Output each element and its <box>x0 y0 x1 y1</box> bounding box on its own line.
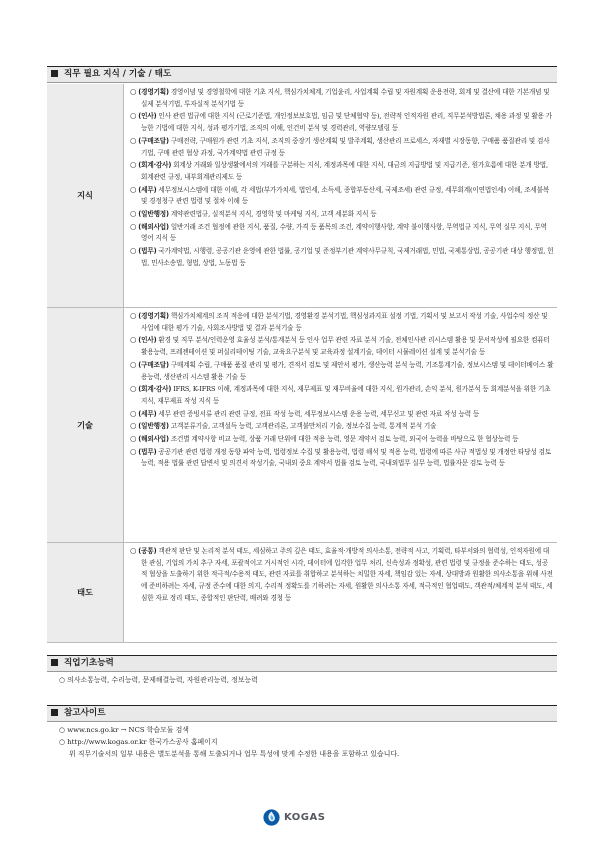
circle-bullet-icon: ○ <box>130 384 137 394</box>
item-category: (경영기획) <box>138 88 169 96</box>
competency-item <box>130 334 554 358</box>
row-label-knowledge: 지식 <box>47 84 124 308</box>
knowledge-content <box>124 84 558 308</box>
item-category: (회계·감사) <box>138 161 172 170</box>
section-header-reference <box>47 705 557 722</box>
item-text: 조건별 계약사항 비교 능력, 상품 거래 단위에 대한 적용 능력, 영문 계약서 검토 능력, 외국어 능력을 바탕으로 한 협상능력 등 <box>170 435 519 444</box>
item-category: (일반행정) <box>138 422 169 431</box>
item-text: 경영이념 및 경영철학에 대한 기초 지식, 핵심가치체계, 기업윤리, 사업계획 수립 및 자원계획 운용전략, 회계 및 결산에 대한 기본개념 및 실제 분석기법, 투자실적 분석기법 등 <box>141 88 550 108</box>
circle-bullet-icon: ○ <box>130 546 137 555</box>
circle-bullet-icon: ○ <box>59 726 66 734</box>
item-text: 고객분류기술, 고객설득 능력, 고객관리론, 고객불만처리 기술, 정보수집 능력, 통계적 분석 기술 <box>170 422 437 431</box>
competency-item <box>130 408 554 421</box>
kogas-emblem-icon <box>263 809 280 826</box>
square-bullet-icon <box>51 70 58 77</box>
item-category: (인사) <box>138 112 157 121</box>
table-row <box>47 84 557 308</box>
item-category: (세무) <box>138 409 157 418</box>
basic-competency-list <box>47 674 557 686</box>
table-row <box>47 543 557 643</box>
section-title: 참고사이트 <box>64 708 106 718</box>
circle-bullet-icon: ○ <box>130 160 137 170</box>
circle-bullet-icon: ○ <box>130 359 137 369</box>
reference-list <box>47 724 557 760</box>
circle-bullet-icon: ○ <box>59 676 66 684</box>
reference-link-ncs[interactable]: www.ncs.go.kr → NCS 학습모듈 검색 <box>67 726 189 734</box>
item-category: (법무) <box>138 247 157 256</box>
competency-item <box>130 420 554 433</box>
circle-bullet-icon: ○ <box>130 335 137 345</box>
item-text: 핵심가치체계의 조직 적응에 대한 분석기법, 경영환경 분석기법, 핵심성과지표 설정 기법, 기획서 및 보고서 작성 기술, 사업수익 정산 및 사업에 대한 평가 기술, 사회조사방법 및 결과 분석기술 등 <box>141 312 548 332</box>
kogas-logo-text: KOGAS <box>284 811 326 823</box>
competency-item <box>130 433 554 446</box>
list-item <box>47 736 557 748</box>
item-text: 구매계획 수립, 구매품 품질 관리 및 평가, 견적서 검토 및 제안서 평가, 생산능력 분석 능력, 기조통계기술, 정보시스템 및 데이터베이스 활용능력, 생산관리 시스템 활용 기술 등 <box>141 360 554 381</box>
competency-table <box>47 84 557 643</box>
competency-item <box>130 135 554 159</box>
item-category: (해외사업) <box>138 435 169 444</box>
item-category: (법무) <box>138 447 157 456</box>
row-label-attitude: 태도 <box>47 543 124 643</box>
competency-item <box>130 245 554 269</box>
item-category: (회계·감사) <box>138 385 172 394</box>
item-text: 구매전략, 구매원가 관련 기초 지식, 조직의 중장기 생산계획 및 발주계획, 생산관리 프로세스, 자재별 시장동향, 구매품 품질관리 및 검사 기법, 구매 관련 협상 과정, 국가계약법 관련 규정 등 <box>141 136 550 157</box>
table-row <box>47 308 557 543</box>
circle-bullet-icon: ○ <box>130 111 137 121</box>
item-category: (해외사업) <box>138 222 169 231</box>
basic-competency-text: 의사소통능력, 수리능력, 문제해결능력, 자원관리능력, 정보능력 <box>67 676 258 684</box>
attitude-content <box>124 543 558 643</box>
circle-bullet-icon: ○ <box>130 311 137 320</box>
competency-item <box>130 208 554 221</box>
reference-note: 위 직무기술서의 일부 내용은 별도분석을 통해 도출되거나 업무 특성에 맞게 수정한 내용을 포함하고 있습니다. <box>69 750 400 758</box>
section-header-basic <box>47 655 557 672</box>
competency-item <box>130 359 554 383</box>
item-text: 회계상 거래와 일상생활에서의 거래를 구분하는 지식, 계정과목에 대한 지식, 대금의 지급방법 및 지급기준, 원가흐름에 대한 분개 방법, 회계관련 규정, 내부회계관리제도 등 <box>141 161 548 181</box>
circle-bullet-icon: ○ <box>130 446 137 456</box>
list-item <box>47 674 557 686</box>
circle-bullet-icon: ○ <box>130 408 137 418</box>
competency-item <box>130 184 554 208</box>
competency-item <box>130 159 554 183</box>
item-text: 객관적 판단 및 논리적 분석 태도, 세심하고 주의 깊은 태도, 효율적·개방적 의사소통, 전략적 사고, 기획력, 타부서와의 협력성, 인적자원에 대한 관심, 기업의 가치 추구 자세, 포괄적이고 거시적인 시각, 데이터에 입각한 업무 처리, 신속성과 정확성, 관련 법령 및 규정을 준수하는 태도, 성공적 협상을 도출하기 위한 적극적/수용적 태도, 관련 자료를 취합하고 분석하는 치밀한 자세, 책임감 있는 자세, 상대방과 원활한 의사소통을 위해 사전에 준비하려는 자세, 규정 준수에 대한 의지, 수리적 정확도를 기하려는 자세, 원활한 의사소통 자세, 적극적인 협업태도, 객관적/체계적 분석 태도, 세심한 자료 정리 태도, 종합적인 판단력, 배려와 경청 등 <box>141 547 553 602</box>
circle-bullet-icon: ○ <box>130 209 137 219</box>
circle-bullet-icon: ○ <box>130 135 137 145</box>
competency-item <box>130 446 554 470</box>
item-text: 인사 관련 법규에 대한 지식 (근로기준법, 개인정보보호법, 임금 및 단체협약 등), 전략적 인적자원 관리, 직무분석방법론, 채용 과정 및 활용 가능한 기법에 대한 지식, 성과 평가기법, 조직의 이해, 인건비 분석 및 경력관리, 역량모델링 등 <box>141 112 553 133</box>
item-text: IFRS, K-IFRS 이해, 계정과목에 대한 지식, 재무제표 및 재무비율에 대한 지식, 원가관리, 손익 분석, 원가분석 등 회계분석을 위한 기초 지식, 재무제표 작성 지식 등 <box>141 385 551 405</box>
circle-bullet-icon: ○ <box>130 434 137 444</box>
item-text: 공공기관 관련 법령 개정 동향 파악 능력, 법령정보 수집 및 활용능력, 법령 해석 및 적용 능력, 법령에 따른 사규 적법성 및 개정안 타당성 검토 능력, 적용 법률 관련 답변서 및 의견서 작성기술, 국내외 중요 계약서 법률 검토 능력, 국내외법무 실무 능력, 법률자문 검토 능력 등 <box>141 447 552 468</box>
item-category: (일반행정) <box>138 210 169 219</box>
circle-bullet-icon: ○ <box>130 184 137 194</box>
section-header-competency <box>47 66 557 83</box>
competency-item <box>130 545 554 605</box>
square-bullet-icon <box>51 659 58 666</box>
item-category: (인사) <box>138 336 157 345</box>
item-text: 일반거래 조건 협정에 관한 지식, 품질, 수량, 가격 등 품목의 조건, 계약이행사항, 계약 불이행사항, 무역법규 지식, 무역 실무 지식, 무역 영어 지식 등 <box>141 222 547 243</box>
reference-link-kogas[interactable]: http://www.kogas.or.kr 한국가스공사 홈페이지 <box>67 738 218 746</box>
section-title: 직무 필요 지식 / 기술 / 태도 <box>64 69 172 79</box>
competency-item <box>130 383 554 407</box>
circle-bullet-icon: ○ <box>130 221 137 231</box>
circle-bullet-icon: ○ <box>59 738 66 746</box>
circle-bullet-icon: ○ <box>130 246 137 256</box>
section-title: 직업기초능력 <box>64 658 114 668</box>
item-category: (구매조달) <box>138 360 169 369</box>
item-text: 계약관련법규, 실적분석 지식, 경영학 및 마케팅 지식, 고객 세분화 지식 등 <box>170 210 377 219</box>
competency-item <box>130 221 554 245</box>
kogas-logo <box>263 804 325 830</box>
square-bullet-icon <box>51 709 58 716</box>
competency-item <box>130 110 554 134</box>
circle-bullet-icon: ○ <box>130 421 137 431</box>
competency-item <box>130 310 554 334</box>
item-category: (세무) <box>138 185 157 194</box>
row-label-skills: 기술 <box>47 308 124 543</box>
item-text: 세무정보시스템에 대한 이해, 각 세법(부가가치세, 법인세, 소득세, 종합부동산세, 국제조세) 관련 규정, 세무회계(이연법인세) 이해, 조세불복 및 경정청구 관련 법령 및 절차 이해 등 <box>141 185 550 206</box>
competency-item <box>130 86 554 110</box>
item-category: (공통) <box>138 547 157 555</box>
item-category: (경영기획) <box>138 312 169 320</box>
list-item <box>47 724 557 736</box>
item-text: 환경 및 직무 분석/인력운영 효율성 분석/통계분석 등 인사 업무 관련 자료 분석 기술, 전체인사관 리시스템 활용 및 문서작성에 필요한 컴퓨터 활용능력, 프레젠테이션 및 퍼실리테이팅 기술, 교육요구분석 및 교육과정 설계기술, 데이터 시뮬레이션 설계 및 분석기술 등 <box>141 336 550 357</box>
skills-content <box>124 308 558 543</box>
circle-bullet-icon: ○ <box>130 87 137 96</box>
item-category: (구매조달) <box>138 136 169 145</box>
item-text: 국가계약법, 시행령, 공공기관 운영에 관한 법률, 공기업 및 준정부기관 계약사무규칙, 국제거래법, 민법, 국제통상법, 공공기관 대상 행정법, 헌법, 민사소송법, 형법, 상법, 노동법 등 <box>141 247 554 267</box>
item-text: 세무 관련 증빙서류 관리 관련 규정, 전표 작성 능력, 세무정보시스템 운용 능력, 세무신고 및 관련 자료 작성 능력 등 <box>158 409 480 418</box>
